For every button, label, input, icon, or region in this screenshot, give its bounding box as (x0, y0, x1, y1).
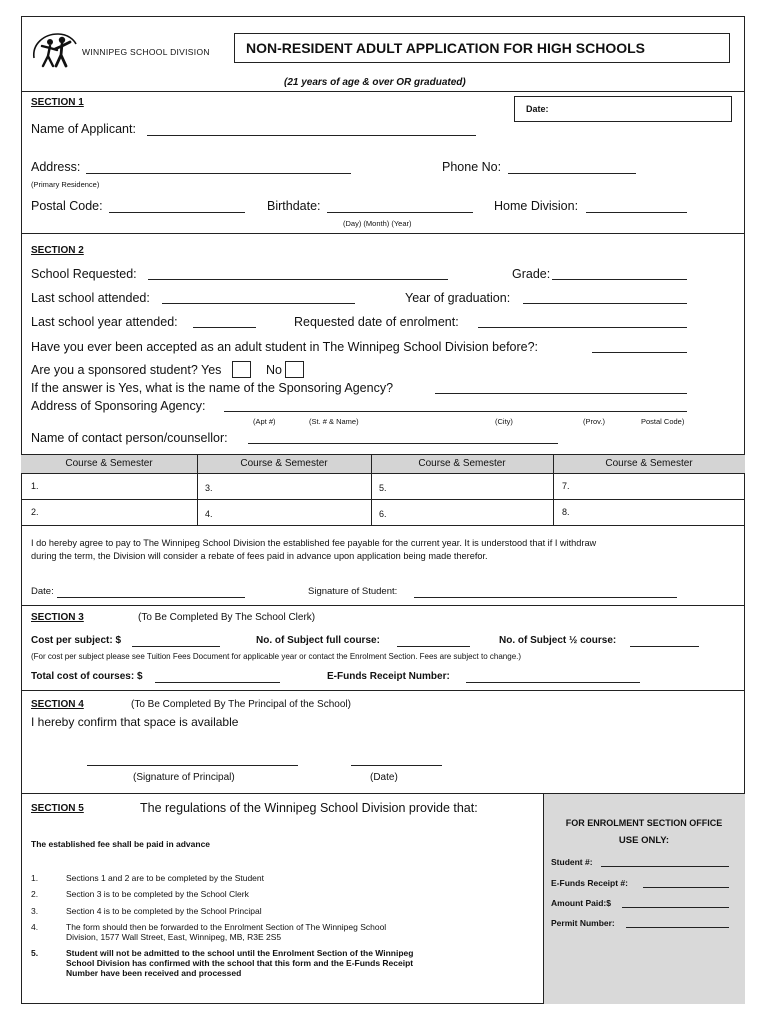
year-graduation-label: Year of graduation: (405, 291, 511, 305)
agreement-date-field[interactable] (57, 597, 245, 598)
page-title: NON-RESIDENT ADULT APPLICATION FOR HIGH SCHOOLS (246, 40, 645, 56)
course-cell-6[interactable]: 6. (379, 509, 387, 519)
agreement-date-label: Date: (31, 586, 54, 597)
last-school-field[interactable] (162, 303, 355, 304)
addr-hint-apt: (Apt #) (253, 417, 276, 426)
cost-per-subject-field[interactable] (132, 646, 220, 647)
agency-address-label: Address of Sponsoring Agency: (31, 399, 206, 413)
divider (21, 473, 745, 474)
grade-field[interactable] (552, 279, 687, 280)
requested-date-field[interactable] (478, 327, 687, 328)
space-confirm-text: I hereby confirm that space is available (31, 715, 239, 729)
divider (21, 233, 745, 234)
course-header: Course & Semester (240, 458, 328, 469)
page-subtitle: (21 years of age & over OR graduated) (284, 77, 466, 88)
office-amount-field[interactable] (622, 907, 729, 908)
home-division-label: Home Division: (494, 199, 579, 213)
principal-date-field[interactable] (351, 765, 442, 766)
office-amount-label: Amount Paid:$ (551, 898, 611, 908)
course-cell-2[interactable]: 2. (31, 507, 39, 517)
home-division-field[interactable] (586, 212, 687, 213)
office-student-label: Student #: (551, 857, 593, 867)
course-header: Course & Semester (605, 458, 693, 469)
fee-advance-text: The established fee shall be paid in advance (31, 839, 211, 849)
student-signature-field[interactable] (414, 597, 677, 598)
office-title: FOR ENROLMENT SECTION OFFICE (565, 818, 723, 828)
requested-date-label: Requested date of enrolment: (294, 315, 459, 329)
agreement-text: I do hereby agree to pay to The Winnipeg School Division the established fee payable for the current year. It is understood that if I withdraw (31, 538, 597, 548)
total-cost-label: Total cost of courses: $ (31, 671, 143, 682)
rule-text: School Division has confirmed with the school that this form and the E-Funds Receipt (66, 958, 414, 968)
half-course-field[interactable] (630, 646, 699, 647)
divider (21, 525, 745, 526)
office-efunds-label: E-Funds Receipt #: (551, 878, 628, 888)
divider (21, 690, 745, 691)
office-efunds-field[interactable] (643, 887, 729, 888)
phone-field[interactable] (508, 173, 636, 174)
divider (21, 499, 745, 500)
divider (21, 454, 745, 455)
section5-intro: The regulations of the Winnipeg School Division provide that: (140, 801, 478, 815)
course-cell-3[interactable]: 3. (205, 483, 213, 493)
addr-hint-prov: (Prov.) (583, 417, 605, 426)
last-year-field[interactable] (193, 327, 256, 328)
section4-heading: SECTION 4 (31, 699, 84, 710)
addr-hint-street: (St. # & Name) (309, 417, 359, 426)
postal-label: Postal Code: (31, 199, 103, 213)
rule-text: Student will not be admitted to the school until the Enrolment Section of the Winnipeg (66, 948, 414, 958)
school-requested-field[interactable] (148, 279, 448, 280)
address-label: Address: (31, 160, 81, 174)
half-course-label: No. of Subject ½ course: (499, 635, 617, 646)
principal-signature-field[interactable] (87, 765, 298, 766)
contact-person-field[interactable] (248, 443, 558, 444)
efunds-field[interactable] (466, 682, 640, 683)
applicant-field[interactable] (147, 135, 476, 136)
rule-text: Section 3 is to be completed by the School Clerk (66, 889, 249, 899)
agreement-text: during the term, the Division will consider a rebate of fees paid in advance upon application being made therefor. (31, 551, 488, 561)
rule-text: Number have been received and processed (66, 968, 242, 978)
logo-icon (28, 30, 80, 70)
primary-residence-note: (Primary Residence) (31, 180, 100, 189)
last-year-label: Last school year attended: (31, 315, 178, 329)
course-cell-5[interactable]: 5. (379, 483, 387, 493)
fees-note: (For cost per subject please see Tuition Fees Document for applicable year or contact the Enrolment Section. Fees are subject to change.) (31, 652, 522, 661)
section1-heading: SECTION 1 (31, 97, 84, 108)
rule-num: 2. (31, 889, 39, 899)
course-cell-1[interactable]: 1. (31, 481, 39, 491)
rule-text: Division, 1577 Wall Street, East, Winnipeg, MB, R3E 2S5 (66, 932, 282, 942)
phone-label: Phone No: (442, 160, 502, 174)
office-permit-label: Permit Number: (551, 918, 615, 928)
school-requested-label: School Requested: (31, 267, 137, 281)
sponsored-label: Are you a sponsored student? Yes (31, 363, 222, 377)
divider (21, 91, 745, 92)
addr-hint-city: (City) (495, 417, 513, 426)
postal-field[interactable] (109, 212, 245, 213)
course-cell-8[interactable]: 8. (562, 507, 570, 517)
grade-label: Grade: (512, 267, 551, 281)
agency-address-field[interactable] (224, 411, 687, 412)
efunds-label: E-Funds Receipt Number: (327, 671, 450, 682)
section4-note: (To Be Completed By The Principal of the School) (131, 699, 351, 710)
section3-note: (To Be Completed By The School Clerk) (138, 612, 316, 623)
principal-signature-label: (Signature of Principal) (133, 772, 235, 783)
office-title: USE ONLY: (618, 835, 670, 846)
birthdate-field[interactable] (327, 212, 473, 213)
applicant-label: Name of Applicant: (31, 122, 136, 136)
birthdate-label: Birthdate: (267, 199, 321, 213)
contact-person-label: Name of contact person/counsellor: (31, 431, 228, 445)
no-checkbox[interactable] (285, 361, 304, 378)
office-student-field[interactable] (601, 866, 729, 867)
course-cell-7[interactable]: 7. (562, 481, 570, 491)
yes-checkbox[interactable] (232, 361, 251, 378)
course-header: Course & Semester (65, 458, 153, 469)
section3-heading: SECTION 3 (31, 612, 84, 623)
rule-text: The form should then be forwarded to the Enrolment Section of The Winnipeg School (66, 922, 387, 932)
full-course-field[interactable] (397, 646, 470, 647)
student-signature-label: Signature of Student: (308, 586, 398, 597)
rule-num: 4. (31, 922, 39, 932)
last-school-label: Last school attended: (31, 291, 150, 305)
course-cell-4[interactable]: 4. (205, 509, 213, 519)
rule-text: Sections 1 and 2 are to be completed by the Student (66, 873, 264, 883)
total-cost-field[interactable] (155, 682, 280, 683)
year-graduation-field[interactable] (523, 303, 687, 304)
no-label: No (266, 363, 282, 377)
rule-num: 3. (31, 906, 39, 916)
section5-heading: SECTION 5 (31, 803, 84, 814)
rule-text: Section 4 is to be completed by the School Principal (66, 906, 262, 916)
org-name: WINNIPEG SCHOOL DIVISION (82, 47, 210, 57)
section2-heading: SECTION 2 (31, 245, 84, 256)
cost-per-subject-label: Cost per subject: $ (31, 635, 122, 646)
principal-date-label: (Date) (370, 772, 398, 783)
accepted-before-label: Have you ever been accepted as an adult student in The Winnipeg School Division before?: (31, 340, 539, 354)
course-header: Course & Semester (418, 458, 506, 469)
rule-num: 1. (31, 873, 39, 883)
agency-name-label: If the answer is Yes, what is the name of the Sponsoring Agency? (31, 381, 394, 395)
addr-hint-postal: Postal Code) (641, 417, 685, 426)
divider (21, 605, 745, 606)
address-field[interactable] (86, 173, 351, 174)
rule-num: 5. (31, 948, 39, 958)
birthdate-hint: (Day) (Month) (Year) (343, 219, 412, 228)
date-label: Date: (526, 104, 549, 114)
agency-name-field[interactable] (435, 393, 687, 394)
accepted-before-field[interactable] (592, 352, 687, 353)
office-permit-field[interactable] (626, 927, 729, 928)
full-course-label: No. of Subject full course: (256, 635, 380, 646)
